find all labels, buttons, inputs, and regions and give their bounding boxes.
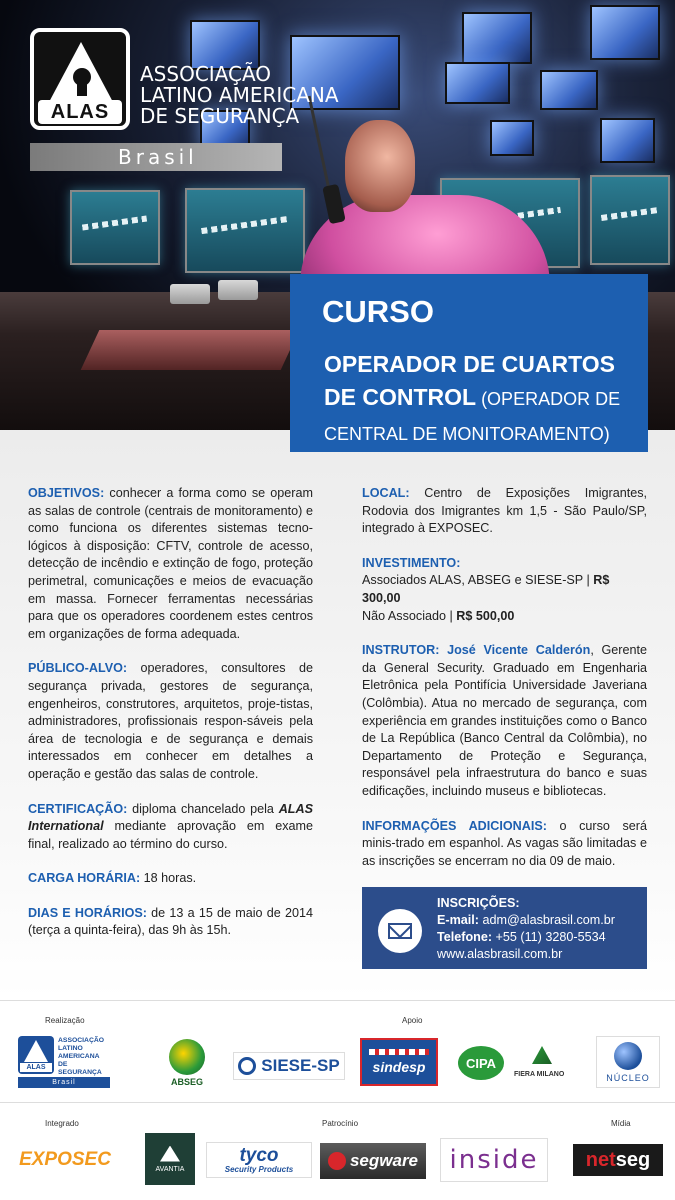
org-line: DE SEGURANÇA — [140, 104, 300, 128]
publico-block: PÚBLICO-ALVO: operadores, consultores de segurança privada, gestores de segurança, engenheiros, construtores, arquitetos, proje-tistas, administradores, profissionais respon-sáveis pela área de tecnologia e de segurança e demais interessados em conhecer em detalhes a operação e gestão das salas de controle. — [28, 661, 313, 781]
right-column — [362, 485, 647, 887]
nucleo-logo: NÚCLEO — [596, 1036, 660, 1088]
left-column — [28, 485, 313, 957]
monitor-screen — [490, 120, 534, 156]
logo-text: ALAS — [50, 101, 110, 123]
registration-details: INSCRIÇÕES: E-mail: adm@alasbrasil.com.br Telefone: +55 (11) 3280-5534 www.alasbrasil.com.br — [437, 896, 615, 961]
radio-device — [322, 184, 346, 224]
phone-keypad — [218, 280, 258, 300]
country-label: Brasil — [118, 145, 198, 169]
envelope-icon — [378, 909, 422, 953]
cipa-fiera-logo: CIPA FIERA MILANO — [458, 1044, 573, 1084]
org-name — [140, 64, 339, 127]
monitor-screen — [590, 5, 660, 60]
label-integrado: Integrado — [45, 1119, 79, 1128]
certificacao-block: CERTIFICAÇÃO: diploma chancelado pela ALAS International mediante aprovação em exame final, realizado ao término do curso. — [28, 801, 313, 851]
abseg-logo: ABSEG — [163, 1034, 211, 1092]
netseg-logo: net seg — [573, 1144, 663, 1176]
tyco-logo: tyco Security Products — [206, 1142, 312, 1178]
avantia-logo: AVANTIA — [145, 1133, 195, 1185]
monitor-screen — [445, 62, 510, 104]
registration-box — [362, 887, 647, 969]
org-line: LATINO AMERICANA — [140, 83, 339, 107]
phone-number: +55 (11) 3280-5534 — [492, 930, 606, 944]
label-apoio: Apoio — [402, 1016, 423, 1025]
monitor-screen — [540, 70, 598, 110]
dias-block: DIAS E HORÁRIOS: de 13 a 15 de maio de 2014 (terça a quinta-feira), das 9h às 15h. — [28, 905, 313, 938]
desk-edge — [81, 330, 300, 370]
label-patrocinio: Patrocínio — [322, 1119, 359, 1128]
carga-block: CARGA HORÁRIA: 18 horas. — [28, 871, 197, 886]
inside-logo: inside — [440, 1138, 548, 1182]
phone-keypad — [170, 284, 210, 304]
local-block: LOCAL: Centro de Exposições Imigrantes, Rodovia dos Imigrantes km 1,5 - São Paulo/SP, integrado à EXPOSEC. — [362, 486, 647, 536]
control-screen — [185, 188, 305, 273]
registration-title: INSCRIÇÕES: — [437, 896, 520, 910]
monitor-screen — [600, 118, 655, 163]
alas-sponsor-logo: ALAS ASSOCIAÇÃO LATINO AMERICANA DE SEGURANÇA Brasil — [18, 1036, 110, 1088]
investimento-block: INVESTIMENTO: Associados ALAS, ABSEG e SIESE-SP | R$ 300,00 Não Associado | R$ 500,00 — [362, 555, 610, 623]
exposec-logo: EXPOSEC — [19, 1149, 111, 1170]
control-screen — [70, 190, 160, 265]
sindesp-logo: sindesp — [360, 1038, 438, 1086]
label-realizacao: Realização — [45, 1016, 85, 1025]
siese-logo: SIESE-SP — [233, 1052, 345, 1080]
email-link[interactable]: adm@alasbrasil.com.br — [479, 913, 615, 927]
website-link[interactable]: www.alasbrasil.com.br — [437, 947, 563, 961]
monitor-screen — [462, 12, 532, 64]
course-title: OPERADOR DE CUARTOS DE CONTROL (OPERADOR DE CENTRAL DE MONITORAMENTO) — [324, 351, 621, 444]
alas-logo — [30, 28, 130, 130]
info-block: INFORMAÇÕES ADICIONAIS: o curso será minis-trado em espanhol. As vagas são limitadas e as inscrições se encerram no dia 09 de maio. — [362, 818, 647, 868]
instrutor-block: INSTRUTOR: José Vicente Calderón, Gerente da General Security. Graduado em Engenharia Eletrônica pela Pontifícia Universidade Javeriana (Colômbia). Atua no mercado de segurança, com experiência em grandes instituições como o Banco de La República (Banco Central da Colômbia), no Departamento de Proteção e Segurança, responsável pela infraestrutura do banco e suas edificações, incluindo museus e bibliotecas. — [362, 643, 647, 798]
course-label: CURSO — [322, 294, 434, 329]
divider — [0, 1000, 675, 1001]
divider — [0, 1102, 675, 1103]
label-midia: Mídia — [611, 1119, 631, 1128]
org-line: ASSOCIAÇÃO — [140, 62, 272, 86]
segware-logo: segware — [320, 1143, 426, 1179]
operator-head — [345, 120, 415, 212]
control-screen — [590, 175, 670, 265]
objetivos-block: OBJETIVOS: conhecer a forma como se operam as salas de controle (centrais de monitoramento) e como funciona os diferentes sistemas tecno-lógicos à disposição: CFTV, controle de acesso, detecção de incêndio e extinção de fogo, proteção perimetral, comunicações e meios de evacuação em massa. Fornecer ferramentas necessárias para que os operadores coordenem estes centros em organizações de forma adequada. — [28, 486, 313, 641]
